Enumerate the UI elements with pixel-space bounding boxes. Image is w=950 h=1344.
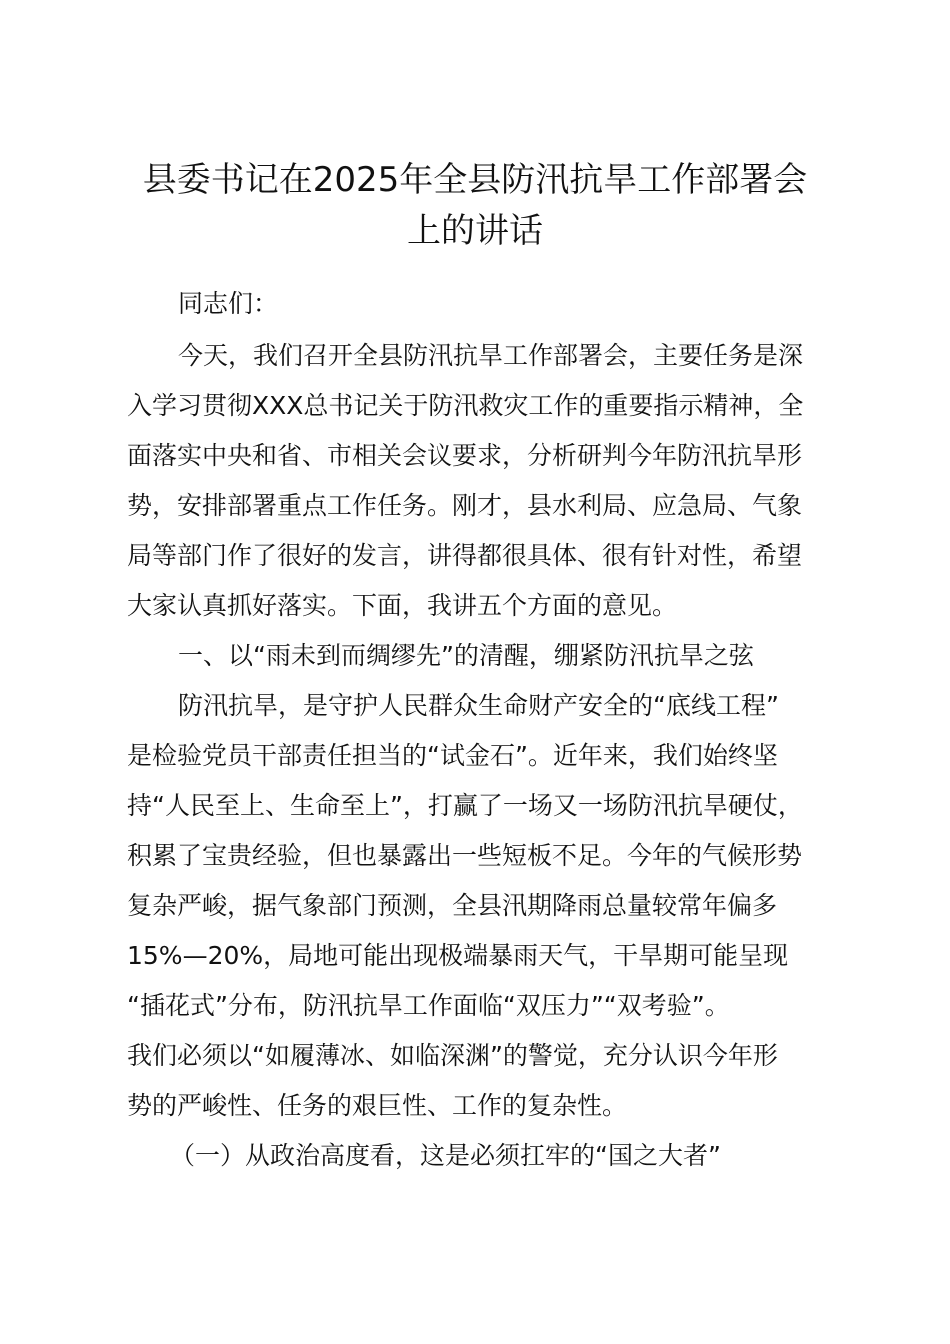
paragraph-1-line-2: 入学习贯彻XXX总书记关于防汛救灾工作的重要指示精神，全 xyxy=(127,391,804,420)
paragraph-2-line-4: 积累了宝贵经验，但也暴露出一些短板不足。今年的气候形势 xyxy=(127,841,803,870)
document-title-line-1: 县委书记在2025年全县防汛抗旱工作部署会 xyxy=(142,160,808,200)
paragraph-2-line-3: 持“人民至上、生命至上”，打赢了一场又一场防汛抗旱硬仗， xyxy=(127,791,803,820)
paragraph-1-line-4: 势，安排部署重点工作任务。刚才，县水利局、应急局、气象 xyxy=(127,491,803,520)
paragraph-1-line-3: 面落实中央和省、市相关会议要求，分析研判今年防汛抗旱形 xyxy=(127,441,803,470)
paragraph-2-line-6: 15%—20%，局地可能出现极端暴雨天气，干旱期可能呈现 xyxy=(127,941,789,970)
paragraph-2-line-9: 势的严峻性、任务的艰巨性、工作的复杂性。 xyxy=(127,1091,628,1120)
salutation: 同志们： xyxy=(178,289,279,318)
paragraph-2-line-2: 是检验党员干部责任担当的“试金石”。近年来，我们始终坚 xyxy=(127,741,778,770)
document-title-line-2: 上的讲话 xyxy=(407,211,543,251)
paragraph-2-line-1: 防汛抗旱，是守护人民群众生命财产安全的“底线工程” xyxy=(178,691,779,720)
paragraph-1-line-5: 局等部门作了很好的发言，讲得都很具体、很有针对性，希望 xyxy=(127,541,803,570)
paragraph-1-line-6: 大家认真抓好落实。下面，我讲五个方面的意见。 xyxy=(127,591,678,620)
subheading-1: （一）从政治高度看，这是必须扛牢的“国之大者” xyxy=(170,1141,721,1170)
paragraph-2-line-5: 复杂严峻，据气象部门预测，全县汛期降雨总量较常年偏多 xyxy=(127,891,778,920)
paragraph-1-line-1: 今天，我们召开全县防汛抗旱工作部署会，主要任务是深 xyxy=(178,341,804,370)
paragraph-2-line-7: “插花式”分布，防汛抗旱工作面临“双压力”“双考验”。 xyxy=(127,991,730,1020)
paragraph-2-line-8: 我们必须以“如履薄冰、如临深渊”的警觉，充分认识今年形 xyxy=(127,1041,778,1070)
section-1-heading: 一、以“雨未到而绸缪先”的清醒，绷紧防汛抗旱之弦 xyxy=(178,641,754,670)
